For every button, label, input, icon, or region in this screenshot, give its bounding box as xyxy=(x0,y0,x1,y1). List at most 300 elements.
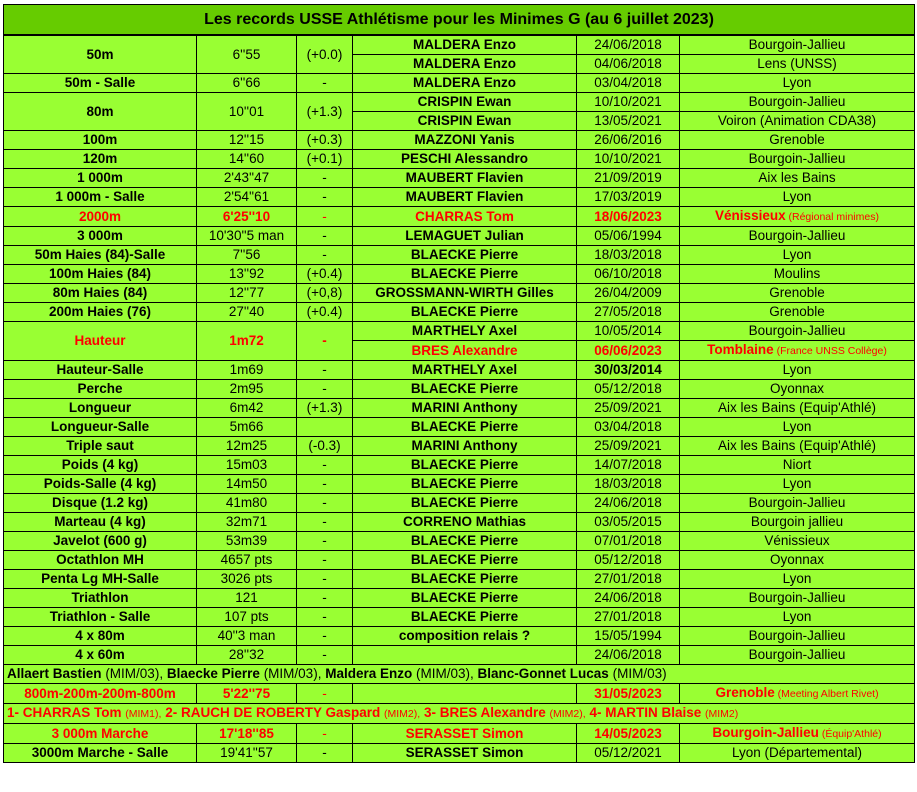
record-place-text: Vénissieux xyxy=(764,533,830,548)
record-date: 18/03/2018 xyxy=(577,475,680,494)
record-event: 80m xyxy=(4,93,197,131)
record-wind: (+0.1) xyxy=(297,150,353,169)
record-place-text: Lyon xyxy=(782,476,812,491)
record-wind: (+0,8) xyxy=(297,284,353,303)
record-place xyxy=(680,112,915,131)
record-date: 18/03/2018 xyxy=(577,246,680,265)
record-place-text: Lyon xyxy=(782,419,812,434)
record-place-note: (Équip'Athlé) xyxy=(818,728,882,740)
record-performance: 2'54''61 xyxy=(197,188,297,207)
record-athlete: BLAECKE Pierre xyxy=(353,494,577,513)
record-date: 03/05/2015 xyxy=(577,513,680,532)
record-place-text: Grenoble xyxy=(769,285,825,300)
record-event: Poids (4 kg) xyxy=(4,456,197,475)
record-athlete: BLAECKE Pierre xyxy=(353,608,577,627)
record-wind: (+1.3) xyxy=(297,93,353,131)
record-event: Javelot (600 g) xyxy=(4,532,197,551)
record-wind: (+0.4) xyxy=(297,265,353,284)
record-place-text: Tomblaine xyxy=(707,342,774,357)
record-athlete: MALDERA Enzo xyxy=(353,35,577,55)
record-place-text: Grenoble xyxy=(715,685,775,700)
record-place-note: (Régional minimes) xyxy=(785,211,879,223)
record-row xyxy=(4,150,915,169)
record-wind: - xyxy=(297,380,353,399)
record-performance: 1m72 xyxy=(197,322,297,361)
record-wind: - xyxy=(297,494,353,513)
record-place-text: Bourgoin-Jallieu xyxy=(712,725,819,740)
record-place xyxy=(680,684,915,704)
record-performance: 6'25''10 xyxy=(197,207,297,227)
record-date: 27/01/2018 xyxy=(577,570,680,589)
record-performance: 6''55 xyxy=(197,35,297,74)
record-athlete: BLAECKE Pierre xyxy=(353,456,577,475)
relay-member-name: 4- MARTIN Blaise xyxy=(589,705,702,720)
record-place xyxy=(680,494,915,513)
record-performance: 107 pts xyxy=(197,608,297,627)
record-place-note: (Meeting Albert Rivet) xyxy=(774,688,879,700)
record-date: 25/09/2021 xyxy=(577,399,680,418)
record-wind: (+0.4) xyxy=(297,303,353,322)
record-place xyxy=(680,724,915,744)
record-row xyxy=(4,303,915,322)
record-performance: 27''40 xyxy=(197,303,297,322)
record-place xyxy=(680,150,915,169)
record-row xyxy=(4,494,915,513)
record-performance: 2'43''47 xyxy=(197,169,297,188)
record-place-text: Bourgoin-Jallieu xyxy=(748,228,846,243)
record-wind: - xyxy=(297,475,353,494)
record-event: 80m Haies (84) xyxy=(4,284,197,303)
relay-member-category: (MIM2), xyxy=(549,708,586,720)
record-wind: - xyxy=(297,589,353,608)
record-wind: - xyxy=(297,684,353,704)
record-athlete: BLAECKE Pierre xyxy=(353,418,577,437)
record-row xyxy=(4,608,915,627)
record-place xyxy=(680,207,915,227)
record-event: Octathlon MH xyxy=(4,551,197,570)
record-wind: (+0.0) xyxy=(297,35,353,74)
record-date: 18/06/2023 xyxy=(577,207,680,227)
record-performance: 53m39 xyxy=(197,532,297,551)
record-athlete xyxy=(353,646,577,665)
record-athlete: SERASSET Simon xyxy=(353,724,577,744)
record-place xyxy=(680,361,915,380)
record-event: Triathlon - Salle xyxy=(4,608,197,627)
record-date: 10/05/2014 xyxy=(577,322,680,341)
record-event: 100m Haies (84) xyxy=(4,265,197,284)
record-wind: - xyxy=(297,188,353,207)
record-date: 05/12/2018 xyxy=(577,380,680,399)
record-athlete: MALDERA Enzo xyxy=(353,74,577,93)
record-place-text: Lens (UNSS) xyxy=(757,56,837,71)
record-date: 21/09/2019 xyxy=(577,169,680,188)
relay-composition-row xyxy=(4,704,915,724)
record-wind: - xyxy=(297,74,353,93)
relay-member-category: (MIM/03), xyxy=(263,666,322,681)
record-place xyxy=(680,646,915,665)
record-date: 27/01/2018 xyxy=(577,608,680,627)
record-place xyxy=(680,227,915,246)
record-performance: 14''60 xyxy=(197,150,297,169)
record-place-text: Lyon (Départemental) xyxy=(731,745,863,760)
record-athlete: BLAECKE Pierre xyxy=(353,303,577,322)
record-wind: - xyxy=(297,246,353,265)
record-performance: 12m25 xyxy=(197,437,297,456)
record-performance: 12''77 xyxy=(197,284,297,303)
record-athlete: MAUBERT Flavien xyxy=(353,188,577,207)
record-place xyxy=(680,265,915,284)
record-place-text: Grenoble xyxy=(769,132,825,147)
record-date: 06/06/2023 xyxy=(577,341,680,361)
record-place xyxy=(680,131,915,150)
record-place xyxy=(680,246,915,265)
page-title: Les records USSE Athlétisme pour les Minimes G (au 6 juillet 2023) xyxy=(4,5,915,36)
record-event: 50m - Salle xyxy=(4,74,197,93)
record-place xyxy=(680,322,915,341)
record-performance: 5m66 xyxy=(197,418,297,437)
record-athlete: BRES Alexandre xyxy=(353,341,577,361)
record-wind: - xyxy=(297,227,353,246)
relay-member-category: (MIM/03), xyxy=(416,666,474,681)
record-place xyxy=(680,284,915,303)
record-performance: 32m71 xyxy=(197,513,297,532)
record-place-text: Aix les Bains xyxy=(758,170,836,185)
record-date: 03/04/2018 xyxy=(577,418,680,437)
record-performance: 40''3 man xyxy=(197,627,297,646)
record-performance: 13''92 xyxy=(197,265,297,284)
record-event: Perche xyxy=(4,380,197,399)
record-date: 25/09/2021 xyxy=(577,437,680,456)
record-date: 04/06/2018 xyxy=(577,55,680,74)
record-row xyxy=(4,131,915,150)
record-athlete: BLAECKE Pierre xyxy=(353,265,577,284)
record-wind: - xyxy=(297,513,353,532)
record-date: 24/06/2018 xyxy=(577,494,680,513)
record-wind: (-0.3) xyxy=(297,437,353,456)
record-event: Hauteur xyxy=(4,322,197,361)
record-athlete: CRISPIN Ewan xyxy=(353,112,577,131)
record-row xyxy=(4,93,915,112)
record-place xyxy=(680,551,915,570)
record-athlete: CHARRAS Tom xyxy=(353,207,577,227)
record-place xyxy=(680,532,915,551)
record-row xyxy=(4,437,915,456)
record-row xyxy=(4,744,915,763)
record-date: 26/06/2016 xyxy=(577,131,680,150)
record-date: 30/03/2014 xyxy=(577,361,680,380)
record-place xyxy=(680,744,915,763)
record-place xyxy=(680,475,915,494)
record-event: 3 000m Marche xyxy=(4,724,197,744)
record-date: 10/10/2021 xyxy=(577,150,680,169)
record-wind: - xyxy=(297,724,353,744)
record-place xyxy=(680,437,915,456)
relay-member-category: (MIM/03) xyxy=(612,666,667,681)
record-place-text: Aix les Bains (Equip'Athlé) xyxy=(718,400,876,415)
record-wind xyxy=(297,418,353,437)
record-event: Disque (1.2 kg) xyxy=(4,494,197,513)
record-performance: 121 xyxy=(197,589,297,608)
record-date: 24/06/2018 xyxy=(577,646,680,665)
record-date: 15/05/1994 xyxy=(577,627,680,646)
record-performance: 12''15 xyxy=(197,131,297,150)
records-table xyxy=(3,4,915,763)
record-event: Penta Lg MH-Salle xyxy=(4,570,197,589)
record-event: Marteau (4 kg) xyxy=(4,513,197,532)
record-event: 4 x 80m xyxy=(4,627,197,646)
record-event: 3 000m xyxy=(4,227,197,246)
record-wind: - xyxy=(297,646,353,665)
record-performance: 5'22''75 xyxy=(197,684,297,704)
record-place xyxy=(680,513,915,532)
record-athlete: MARINI Anthony xyxy=(353,399,577,418)
record-athlete: SERASSET Simon xyxy=(353,744,577,763)
record-athlete: MALDERA Enzo xyxy=(353,55,577,74)
relay-member-name: Blanc-Gonnet Lucas xyxy=(477,666,609,681)
record-performance: 6m42 xyxy=(197,399,297,418)
relay-member-name: 1- CHARRAS Tom xyxy=(7,705,122,720)
record-place xyxy=(680,456,915,475)
record-athlete: LEMAGUET Julian xyxy=(353,227,577,246)
record-row xyxy=(4,589,915,608)
record-row xyxy=(4,361,915,380)
record-date: 31/05/2023 xyxy=(577,684,680,704)
record-row xyxy=(4,284,915,303)
record-wind: - xyxy=(297,456,353,475)
record-place-text: Bourgoin-Jallieu xyxy=(748,495,846,510)
record-performance: 19'41''57 xyxy=(197,744,297,763)
record-place-text: Vénissieux xyxy=(715,208,786,223)
record-place-text: Lyon xyxy=(782,571,812,586)
record-date: 24/06/2018 xyxy=(577,35,680,55)
record-place-text: Lyon xyxy=(782,75,812,90)
record-row xyxy=(4,418,915,437)
record-event: 100m xyxy=(4,131,197,150)
relay-member-name: 2- RAUCH DE ROBERTY Gaspard xyxy=(165,705,381,720)
record-date: 14/05/2023 xyxy=(577,724,680,744)
record-performance: 4657 pts xyxy=(197,551,297,570)
record-row xyxy=(4,456,915,475)
record-place-text: Aix les Bains (Equip'Athlé) xyxy=(718,438,876,453)
record-place xyxy=(680,74,915,93)
record-athlete xyxy=(353,684,577,704)
record-row xyxy=(4,265,915,284)
record-athlete: BLAECKE Pierre xyxy=(353,570,577,589)
record-event: 4 x 60m xyxy=(4,646,197,665)
record-athlete: BLAECKE Pierre xyxy=(353,380,577,399)
record-place xyxy=(680,608,915,627)
record-wind: - xyxy=(297,608,353,627)
record-date: 27/05/2018 xyxy=(577,303,680,322)
record-event: Longueur-Salle xyxy=(4,418,197,437)
record-event: 800m-200m-200m-800m xyxy=(4,684,197,704)
record-athlete: MARINI Anthony xyxy=(353,437,577,456)
record-row xyxy=(4,169,915,188)
record-place-text: Bourgoin-Jallieu xyxy=(748,151,846,166)
record-row xyxy=(4,627,915,646)
record-row xyxy=(4,684,915,704)
record-place xyxy=(680,627,915,646)
record-date: 26/04/2009 xyxy=(577,284,680,303)
record-place-text: Bourgoin-Jallieu xyxy=(748,37,846,52)
record-place xyxy=(680,380,915,399)
record-place-text: Lyon xyxy=(782,362,812,377)
record-date: 07/01/2018 xyxy=(577,532,680,551)
record-place-text: Lyon xyxy=(782,189,812,204)
record-row xyxy=(4,246,915,265)
record-performance: 7''56 xyxy=(197,246,297,265)
record-place xyxy=(680,418,915,437)
record-row xyxy=(4,227,915,246)
record-place-text: Bourgoin-Jallieu xyxy=(748,647,846,662)
record-performance: 10''01 xyxy=(197,93,297,131)
record-place-text: Lyon xyxy=(782,247,812,262)
record-performance: 17'18''85 xyxy=(197,724,297,744)
record-place xyxy=(680,55,915,74)
relay-member-name: Maldera Enzo xyxy=(325,666,413,681)
record-event: Triple saut xyxy=(4,437,197,456)
record-athlete: MARTHELY Axel xyxy=(353,361,577,380)
record-performance: 15m03 xyxy=(197,456,297,475)
record-row xyxy=(4,646,915,665)
relay-member-category: (MIM2), xyxy=(384,708,421,720)
record-date: 17/03/2019 xyxy=(577,188,680,207)
record-wind: (+1.3) xyxy=(297,399,353,418)
record-row xyxy=(4,724,915,744)
relay-member-category: (MIM2) xyxy=(705,708,739,720)
record-row xyxy=(4,475,915,494)
record-place-text: Bourgoin-Jallieu xyxy=(748,590,846,605)
record-row xyxy=(4,35,915,55)
record-athlete: CRISPIN Ewan xyxy=(353,93,577,112)
record-event: 2000m xyxy=(4,207,197,227)
record-athlete: composition relais ? xyxy=(353,627,577,646)
record-athlete: BLAECKE Pierre xyxy=(353,551,577,570)
record-place-note: (France UNSS Collège) xyxy=(773,345,887,357)
record-place xyxy=(680,188,915,207)
record-event: 3000m Marche - Salle xyxy=(4,744,197,763)
record-event: Hauteur-Salle xyxy=(4,361,197,380)
relay-composition xyxy=(4,665,915,684)
record-place xyxy=(680,341,915,361)
record-athlete: BLAECKE Pierre xyxy=(353,532,577,551)
record-wind: - xyxy=(297,207,353,227)
record-performance: 10'30''5 man xyxy=(197,227,297,246)
record-place xyxy=(680,35,915,55)
record-wind: - xyxy=(297,532,353,551)
record-performance: 14m50 xyxy=(197,475,297,494)
relay-member-name: 3- BRES Alexandre xyxy=(423,705,546,720)
record-wind: - xyxy=(297,551,353,570)
record-wind: - xyxy=(297,744,353,763)
relay-composition xyxy=(4,704,915,724)
record-athlete: PESCHI Alessandro xyxy=(353,150,577,169)
record-event: Longueur xyxy=(4,399,197,418)
record-performance: 6''66 xyxy=(197,74,297,93)
record-athlete: GROSSMANN-WIRTH Gilles xyxy=(353,284,577,303)
record-wind: - xyxy=(297,169,353,188)
record-event: 1 000m - Salle xyxy=(4,188,197,207)
title-row xyxy=(4,5,915,36)
record-row xyxy=(4,207,915,227)
record-date: 14/07/2018 xyxy=(577,456,680,475)
record-date: 24/06/2018 xyxy=(577,589,680,608)
record-athlete: BLAECKE Pierre xyxy=(353,589,577,608)
record-event: 50m xyxy=(4,35,197,74)
record-place-text: Bourgoin jallieu xyxy=(750,514,844,529)
relay-composition-row xyxy=(4,665,915,684)
record-performance: 1m69 xyxy=(197,361,297,380)
record-row xyxy=(4,188,915,207)
record-place-text: Bourgoin-Jallieu xyxy=(748,628,846,643)
record-place xyxy=(680,399,915,418)
record-place-text: Moulins xyxy=(773,266,821,281)
relay-member-category: (MIM1), xyxy=(125,708,162,720)
record-date: 13/05/2021 xyxy=(577,112,680,131)
record-row xyxy=(4,532,915,551)
record-athlete: MAZZONI Yanis xyxy=(353,131,577,150)
record-row xyxy=(4,570,915,589)
record-place-text: Lyon xyxy=(782,609,812,624)
record-date: 05/06/1994 xyxy=(577,227,680,246)
record-event: 50m Haies (84)-Salle xyxy=(4,246,197,265)
record-event: 120m xyxy=(4,150,197,169)
record-place-text: Oyonnax xyxy=(769,381,825,396)
record-performance: 2m95 xyxy=(197,380,297,399)
record-event: Poids-Salle (4 kg) xyxy=(4,475,197,494)
record-athlete: MAUBERT Flavien xyxy=(353,169,577,188)
record-place xyxy=(680,589,915,608)
record-date: 05/12/2018 xyxy=(577,551,680,570)
record-place-text: Oyonnax xyxy=(769,552,825,567)
record-wind: - xyxy=(297,570,353,589)
record-wind: (+0.3) xyxy=(297,131,353,150)
record-place xyxy=(680,570,915,589)
record-performance: 41m80 xyxy=(197,494,297,513)
record-row xyxy=(4,399,915,418)
record-row xyxy=(4,322,915,341)
record-performance: 28''32 xyxy=(197,646,297,665)
record-date: 06/10/2018 xyxy=(577,265,680,284)
record-place xyxy=(680,93,915,112)
record-wind: - xyxy=(297,322,353,361)
record-place-text: Voiron (Animation CDA38) xyxy=(717,113,877,128)
relay-member-category: (MIM/03), xyxy=(105,666,164,681)
record-wind: - xyxy=(297,627,353,646)
record-row xyxy=(4,380,915,399)
record-athlete: BLAECKE Pierre xyxy=(353,246,577,265)
record-row xyxy=(4,74,915,93)
record-event: Triathlon xyxy=(4,589,197,608)
record-place-text: Bourgoin-Jallieu xyxy=(748,323,846,338)
record-athlete: CORRENO Mathias xyxy=(353,513,577,532)
record-place xyxy=(680,169,915,188)
record-place-text: Niort xyxy=(782,457,812,472)
record-performance: 3026 pts xyxy=(197,570,297,589)
record-row xyxy=(4,551,915,570)
records-sheet xyxy=(3,4,914,763)
record-wind: - xyxy=(297,361,353,380)
record-event: 200m Haies (76) xyxy=(4,303,197,322)
record-place-text: Grenoble xyxy=(769,304,825,319)
record-place xyxy=(680,303,915,322)
record-place-text: Bourgoin-Jallieu xyxy=(748,94,846,109)
record-date: 10/10/2021 xyxy=(577,93,680,112)
record-date: 03/04/2018 xyxy=(577,74,680,93)
record-event: 1 000m xyxy=(4,169,197,188)
record-athlete: BLAECKE Pierre xyxy=(353,475,577,494)
record-date: 05/12/2021 xyxy=(577,744,680,763)
